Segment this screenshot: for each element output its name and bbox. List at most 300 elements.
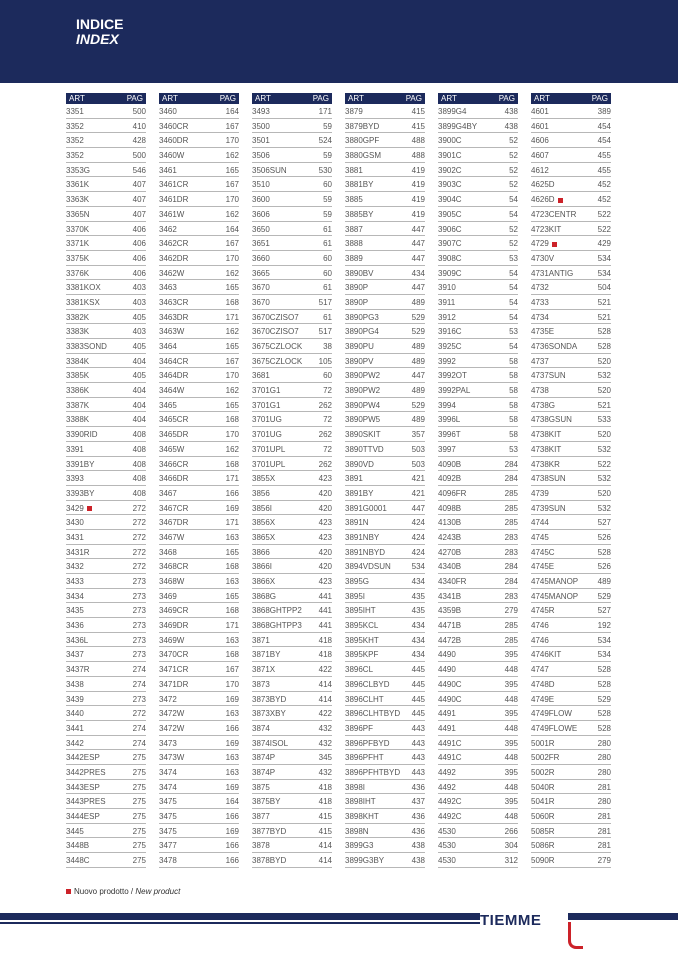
article-code <box>345 239 363 248</box>
page-number: 415 <box>411 107 425 116</box>
article-code-text: 3436L <box>66 635 89 645</box>
article-code <box>531 239 557 248</box>
page-number: 500 <box>132 107 146 116</box>
article-code <box>345 122 379 131</box>
article-code-text: 3464 <box>159 342 177 351</box>
article-code-text: 3471DR <box>159 679 189 689</box>
page-number: 504 <box>597 283 611 293</box>
header-art: ART <box>69 94 85 103</box>
article-code <box>252 151 270 160</box>
article-code-text: 3890VD <box>345 459 374 469</box>
table-row <box>531 838 611 853</box>
table-row <box>66 427 146 442</box>
article-code-text: 3894VDSUN <box>345 562 391 572</box>
table-row <box>438 692 518 707</box>
page-number: 170 <box>225 430 239 440</box>
article-code-text: 3856X <box>252 518 276 528</box>
article-code-text: 3469DR <box>159 621 189 631</box>
article-code-text: 4491 <box>438 723 456 733</box>
page-number: 170 <box>225 195 239 205</box>
page-number: 275 <box>132 856 146 866</box>
table-row <box>159 280 239 295</box>
article-code <box>345 371 380 380</box>
table-row <box>438 368 518 383</box>
article-code-text: 3868GHTPP2 <box>252 606 302 616</box>
article-code <box>438 225 462 234</box>
page-number: 443 <box>411 753 425 763</box>
page-number: 408 <box>132 488 146 498</box>
table-row <box>252 207 332 222</box>
article-code <box>252 327 299 336</box>
article-code-text: 4490C <box>438 679 462 689</box>
article-code <box>531 812 555 821</box>
page-number: 522 <box>597 459 611 469</box>
table-row <box>159 266 239 281</box>
table-row <box>531 236 611 251</box>
article-code-text: 4749FLOWE <box>531 723 578 733</box>
article-code-text: 3681 <box>252 371 270 381</box>
table-row <box>345 809 425 824</box>
page-number: 503 <box>411 444 425 454</box>
article-code <box>345 680 389 689</box>
article-code <box>438 665 456 674</box>
page-number: 423 <box>318 532 332 542</box>
article-code-text: 3464DR <box>159 371 189 381</box>
article-code-text: 3881BY <box>345 180 374 190</box>
table-row <box>531 383 611 398</box>
table-row <box>531 618 611 633</box>
article-code-text: 3873 <box>252 679 270 689</box>
article-code <box>252 180 270 189</box>
table-row <box>531 515 611 530</box>
table-row <box>531 603 611 618</box>
page-number: 61 <box>323 239 332 249</box>
page-number: 419 <box>411 165 425 175</box>
page-number: 165 <box>225 591 239 601</box>
table-row <box>252 838 332 853</box>
table-row <box>252 280 332 295</box>
article-code <box>159 709 184 718</box>
article-code-text: 4739 <box>531 488 549 498</box>
page-number: 163 <box>225 709 239 719</box>
page-number: 52 <box>509 224 518 234</box>
article-code <box>252 621 302 630</box>
article-code <box>438 415 460 424</box>
article-code <box>438 504 461 513</box>
table-row <box>159 354 239 369</box>
legend-en: New product <box>135 887 181 896</box>
table-row <box>159 589 239 604</box>
article-code-text: 3388K <box>66 415 90 425</box>
page-number: 312 <box>504 856 518 866</box>
article-code <box>252 254 270 263</box>
header-pag: PAG <box>312 94 329 103</box>
article-code <box>345 768 400 777</box>
table-row <box>345 530 425 545</box>
page-number: 357 <box>411 430 425 440</box>
article-code-text: 3877BYD <box>252 826 287 836</box>
article-code <box>66 841 89 850</box>
page-number: 163 <box>225 577 239 586</box>
page-number: 524 <box>318 136 332 146</box>
table-row <box>159 809 239 824</box>
page-number: 528 <box>597 547 611 557</box>
article-code <box>66 783 100 792</box>
table-row <box>345 692 425 707</box>
article-code <box>438 489 466 498</box>
page-number: 162 <box>225 327 239 337</box>
page-number: 54 <box>509 342 518 351</box>
header-pag: PAG <box>591 94 608 103</box>
table-row <box>345 163 425 178</box>
article-code <box>345 577 369 586</box>
header-art: ART <box>255 94 271 103</box>
article-code <box>252 401 280 410</box>
page-number: 170 <box>225 371 239 381</box>
article-code <box>438 724 456 733</box>
table-row <box>252 559 332 574</box>
article-code-text: 3383K <box>66 327 90 337</box>
article-code-text: 3911 <box>438 297 456 307</box>
article-code <box>345 386 380 395</box>
article-code <box>66 768 106 777</box>
page-number: 408 <box>132 474 146 484</box>
table-row <box>66 706 146 721</box>
article-code <box>345 489 373 498</box>
article-code-text: 3429 <box>66 503 84 513</box>
page-number: 58 <box>509 356 518 366</box>
table-row <box>438 780 518 795</box>
page-number: 428 <box>132 136 146 146</box>
article-code <box>531 577 578 586</box>
page-number: 520 <box>597 488 611 498</box>
article-code <box>438 562 461 571</box>
article-code <box>66 210 90 219</box>
page-number: 164 <box>225 224 239 234</box>
new-product-marker-icon <box>87 506 92 511</box>
table-row <box>66 457 146 472</box>
page-number: 59 <box>323 209 332 219</box>
article-code-text: 4341B <box>438 591 462 601</box>
page-number: 534 <box>597 635 611 645</box>
article-code-text: 3439 <box>66 694 84 704</box>
page-number: 167 <box>225 239 239 249</box>
table-row <box>66 750 146 765</box>
article-code-text: 3465 <box>159 400 177 410</box>
table-row <box>438 427 518 442</box>
table-row <box>531 677 611 692</box>
article-code-text: 4738KR <box>531 459 560 469</box>
table-row <box>438 838 518 853</box>
article-code-text: 3432 <box>66 562 84 572</box>
article-code-text: 4748D <box>531 679 555 689</box>
article-code <box>345 709 400 718</box>
article-code-text: 3881 <box>345 165 363 175</box>
article-code <box>159 739 177 748</box>
page-number: 54 <box>509 297 518 307</box>
article-code-text: 3890BV <box>345 268 374 278</box>
page-number: 284 <box>504 562 518 572</box>
article-code-text: 3371K <box>66 239 90 249</box>
page-number: 403 <box>132 283 146 293</box>
article-code-text: 3443ESP <box>66 782 100 792</box>
article-code-text: 3855X <box>252 474 276 484</box>
article-code-text: 3463 <box>159 283 177 293</box>
table-row <box>438 794 518 809</box>
table-row <box>345 501 425 516</box>
page-number: 284 <box>504 577 518 586</box>
page-number: 447 <box>411 239 425 249</box>
article-code-text: 4270B <box>438 547 462 557</box>
article-code-text: 4530 <box>438 856 456 866</box>
article-code-text: 3493 <box>252 107 270 116</box>
table-row <box>438 706 518 721</box>
article-code <box>531 504 566 513</box>
article-code <box>66 533 84 542</box>
article-code <box>345 283 368 292</box>
article-code-text: 3431R <box>66 547 90 557</box>
article-code <box>159 180 188 189</box>
table-row <box>438 119 518 134</box>
article-code <box>66 313 89 322</box>
article-code <box>159 445 184 454</box>
table-row <box>531 104 611 119</box>
page-number: 419 <box>411 209 425 219</box>
article-code <box>345 430 381 439</box>
page-number: 169 <box>225 503 239 513</box>
article-code-text: 3471CR <box>159 665 189 675</box>
article-code <box>438 107 466 116</box>
article-code-text: 4492 <box>438 767 456 777</box>
page-number: 408 <box>132 444 146 454</box>
table-row <box>159 853 239 868</box>
table-row <box>438 515 518 530</box>
article-code-text: 3506SUN <box>252 165 287 175</box>
page-number: 529 <box>411 312 425 322</box>
page-number: 434 <box>411 650 425 660</box>
article-code <box>531 709 572 718</box>
article-code-text: 5085R <box>531 826 555 836</box>
article-code <box>345 474 363 483</box>
article-code <box>252 136 270 145</box>
table-row <box>438 442 518 457</box>
page-number: 60 <box>323 253 332 263</box>
article-code <box>531 797 555 806</box>
table-row <box>252 633 332 648</box>
page-number: 420 <box>318 503 332 513</box>
table-row <box>159 163 239 178</box>
article-code <box>531 783 555 792</box>
table-row <box>66 530 146 545</box>
article-code-text: 3437 <box>66 650 84 660</box>
article-code <box>159 841 177 850</box>
table-row <box>159 251 239 266</box>
article-code <box>159 489 177 498</box>
page-number: 503 <box>411 459 425 469</box>
page-number: 72 <box>323 415 332 425</box>
article-code-text: 5041R <box>531 797 555 807</box>
page-number: 434 <box>411 635 425 645</box>
page-number: 445 <box>411 694 425 704</box>
article-code-text: 3665 <box>252 268 270 278</box>
table-row <box>66 692 146 707</box>
page-number: 272 <box>132 518 146 528</box>
table-row <box>531 589 611 604</box>
article-code-text: 3875BY <box>252 797 281 807</box>
page-number: 273 <box>132 591 146 601</box>
article-code-text: 3462 <box>159 224 177 234</box>
page-number: 272 <box>132 547 146 557</box>
article-code-text: 3871BY <box>252 650 281 660</box>
index-column <box>159 93 239 868</box>
page-number: 546 <box>132 165 146 175</box>
article-code <box>66 357 89 366</box>
article-code <box>531 180 555 189</box>
article-code <box>531 283 549 292</box>
table-row <box>159 750 239 765</box>
page-number: 169 <box>225 694 239 704</box>
table-row <box>345 427 425 442</box>
table-row <box>159 457 239 472</box>
article-code-text: 3890PV <box>345 356 374 366</box>
table-row <box>345 545 425 560</box>
table-row <box>252 824 332 839</box>
article-code <box>252 548 270 557</box>
page-number: 167 <box>225 356 239 366</box>
table-row <box>159 104 239 119</box>
page-number: 520 <box>597 356 611 366</box>
table-row <box>531 148 611 163</box>
page-number: 395 <box>504 679 518 689</box>
table-row <box>438 310 518 325</box>
page-number: 434 <box>411 268 425 278</box>
article-code <box>438 636 461 645</box>
table-row <box>159 486 239 501</box>
page-number: 415 <box>411 121 425 131</box>
table-row <box>159 530 239 545</box>
article-code <box>159 636 184 645</box>
page-number: 279 <box>504 606 518 616</box>
table-row <box>66 603 146 618</box>
table-row <box>438 545 518 560</box>
logo-bar <box>568 913 678 920</box>
article-code <box>438 283 456 292</box>
page-number: 284 <box>504 474 518 484</box>
article-code <box>531 827 555 836</box>
page-number: 273 <box>132 694 146 704</box>
page-number: 420 <box>318 488 332 498</box>
article-code-text: 3856I <box>252 503 273 513</box>
page-number: 52 <box>509 136 518 146</box>
page-number: 395 <box>504 767 518 777</box>
article-code-text: 4735E <box>531 327 555 337</box>
article-code-text: 3896PFHTBYD <box>345 767 401 777</box>
table-row <box>438 236 518 251</box>
header-pag: PAG <box>219 94 236 103</box>
table-row <box>252 780 332 795</box>
article-code-text: 3896PFBYD <box>345 738 390 748</box>
table-row <box>66 192 146 207</box>
page-number: 528 <box>597 709 611 719</box>
table-row <box>531 412 611 427</box>
article-code-text: 3895KCL <box>345 621 379 631</box>
article-code-text: 3866I <box>252 562 273 572</box>
table-row <box>438 530 518 545</box>
article-code <box>438 166 462 175</box>
article-code <box>531 606 555 615</box>
table-row <box>66 442 146 457</box>
article-code <box>345 180 373 189</box>
article-code <box>252 430 282 439</box>
table-row <box>531 721 611 736</box>
article-code-text: 5001R <box>531 738 555 748</box>
table-row <box>66 794 146 809</box>
page-number: 404 <box>132 400 146 410</box>
table-row <box>159 677 239 692</box>
article-code-text: 3474 <box>159 767 177 777</box>
article-code-text: 3475 <box>159 826 177 836</box>
article-code <box>159 298 188 307</box>
article-code <box>438 739 462 748</box>
article-code-text: 3363K <box>66 195 90 205</box>
article-code-text: 3890PW5 <box>345 415 381 425</box>
page-number: 58 <box>509 430 518 440</box>
article-code-text: 4092B <box>438 474 462 484</box>
article-code-text: 3909C <box>438 268 462 278</box>
article-code <box>159 357 188 366</box>
page-number: 436 <box>411 812 425 821</box>
table-row <box>438 750 518 765</box>
page-number: 527 <box>597 518 611 528</box>
article-code-text: 3871X <box>252 665 276 675</box>
table-row <box>66 765 146 780</box>
article-code <box>159 195 188 204</box>
table-row <box>159 236 239 251</box>
page-number: 171 <box>318 107 332 116</box>
article-code <box>66 107 84 116</box>
article-code <box>66 195 89 204</box>
table-row <box>252 501 332 516</box>
article-code-text: 3475 <box>159 812 177 821</box>
page-number: 528 <box>597 665 611 675</box>
article-code-text: 3890P <box>345 283 369 293</box>
article-code-text: 4731ANTIG <box>531 268 574 278</box>
article-code <box>438 548 461 557</box>
article-code-text: 5002FR <box>531 753 560 763</box>
article-code-text: 3880GPF <box>345 136 380 146</box>
article-code <box>438 254 462 263</box>
article-code <box>66 562 84 571</box>
article-code-text: 4732 <box>531 283 549 293</box>
table-row <box>66 471 146 486</box>
table-row <box>252 368 332 383</box>
table-row <box>66 853 146 868</box>
table-row <box>66 133 146 148</box>
page-number: 171 <box>225 621 239 631</box>
article-code-text: 4746 <box>531 635 549 645</box>
page-number: 532 <box>597 444 611 454</box>
article-code <box>438 695 462 704</box>
article-code-text: 4747 <box>531 665 549 675</box>
table-row <box>438 603 518 618</box>
page-number: 420 <box>318 562 332 572</box>
article-code-text: 4340FR <box>438 577 467 586</box>
article-code-text: 3464CR <box>159 356 189 366</box>
article-code-text: 3473W <box>159 753 185 763</box>
article-code-text: 3460DR <box>159 136 189 146</box>
article-code <box>252 474 275 483</box>
table-row <box>345 339 425 354</box>
